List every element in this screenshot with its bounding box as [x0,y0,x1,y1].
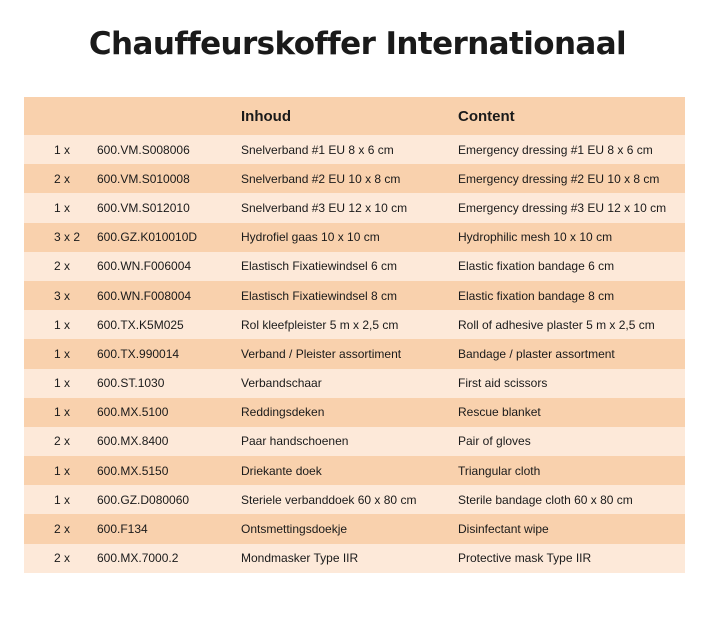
table-row [24,456,685,485]
item-code: 600.MX.8400 [97,434,169,449]
item-description-english: Triangular cloth [458,463,541,478]
header-code [97,97,241,135]
table-row [24,164,685,193]
table-row [24,544,685,573]
item-description-english: Disinfectant wipe [458,522,549,537]
contents-table [24,97,685,573]
item-description-english: Elastic fixation bandage 6 cm [458,259,615,274]
item-quantity: 1 x [54,317,71,332]
item-description-dutch: Mondmasker Type IIR [241,551,359,566]
item-code: 600.VM.S008006 [97,142,190,157]
item-quantity: 2 x [54,551,71,566]
table-row [24,310,685,339]
table-row [24,223,685,252]
item-description-dutch: Hydrofiel gaas 10 x 10 cm [241,230,380,245]
item-description-dutch: Verbandschaar [241,376,322,391]
item-description-dutch: Snelverband #3 EU 12 x 10 cm [241,200,408,215]
table-row [24,398,685,427]
item-quantity: 1 x [54,492,71,507]
item-quantity: 1 x [54,405,71,420]
item-description-english: Protective mask Type IIR [458,551,592,566]
item-description-dutch: Snelverband #2 EU 10 x 8 cm [241,171,401,186]
item-code: 600.VM.S012010 [97,200,190,215]
item-description-english: Roll of adhesive plaster 5 m x 2,5 cm [458,317,655,332]
table-row [24,281,685,310]
table-row [24,369,685,398]
item-description-english: Rescue blanket [458,405,541,420]
item-description-english: Hydrophilic mesh 10 x 10 cm [458,230,613,245]
table-row [24,427,685,456]
item-quantity: 2 x [54,171,71,186]
table-row [24,135,685,164]
item-code: 600.MX.5100 [97,405,169,420]
table-row [24,252,685,281]
item-description-dutch: Elastisch Fixatiewindsel 6 cm [241,259,398,274]
table-row [24,339,685,368]
item-description-dutch: Verband / Pleister assortiment [241,346,402,361]
item-code: 600.F134 [97,522,148,537]
item-description-english: Sterile bandage cloth 60 x 80 cm [458,492,633,507]
table-row [24,193,685,222]
item-quantity: 3 x [54,288,71,303]
item-quantity: 3 x 2 [54,230,81,245]
item-code: 600.ST.1030 [97,376,165,391]
item-description-english: Elastic fixation bandage 8 cm [458,288,615,303]
item-quantity: 1 x [54,200,71,215]
item-code: 600.WN.F008004 [97,288,192,303]
item-code: 600.TX.990014 [97,346,180,361]
header-content: Content [458,107,515,125]
item-description-dutch: Paar handschoenen [241,434,349,449]
item-description-dutch: Snelverband #1 EU 8 x 6 cm [241,142,394,157]
item-quantity: 1 x [54,376,71,391]
item-code: 600.GZ.D080060 [97,492,190,507]
item-code: 600.MX.5150 [97,463,169,478]
item-description-dutch: Reddingsdeken [241,405,325,420]
item-quantity: 2 x [54,434,71,449]
item-quantity: 2 x [54,522,71,537]
item-quantity: 1 x [54,142,71,157]
header-quantity [24,97,97,135]
item-description-dutch: Driekante doek [241,463,322,478]
table-row [24,514,685,543]
item-description-dutch: Steriele verbanddoek 60 x 80 cm [241,492,417,507]
item-quantity: 1 x [54,346,71,361]
item-description-english: First aid scissors [458,376,548,391]
item-description-dutch: Ontsmettingsdoekje [241,522,348,537]
item-quantity: 2 x [54,259,71,274]
item-description-english: Emergency dressing #3 EU 12 x 10 cm [458,200,667,215]
item-quantity: 1 x [54,463,71,478]
item-description-english: Bandage / plaster assortment [458,346,615,361]
table-body [24,135,685,573]
table-row [24,485,685,514]
item-code: 600.TX.K5M025 [97,317,184,332]
header-inhoud: Inhoud [241,107,291,125]
item-code: 600.VM.S010008 [97,171,190,186]
item-code: 600.MX.7000.2 [97,551,179,566]
table-header-row [24,97,685,135]
item-description-english: Emergency dressing #2 EU 10 x 8 cm [458,171,660,186]
item-description-dutch: Elastisch Fixatiewindsel 8 cm [241,288,398,303]
item-code: 600.WN.F006004 [97,259,192,274]
item-code: 600.GZ.K010010D [97,230,198,245]
page-title: Chauffeurskoffer Internationaal [88,26,627,62]
item-description-english: Emergency dressing #1 EU 8 x 6 cm [458,142,653,157]
item-description-english: Pair of gloves [458,434,531,449]
item-description-dutch: Rol kleefpleister 5 m x 2,5 cm [241,317,399,332]
